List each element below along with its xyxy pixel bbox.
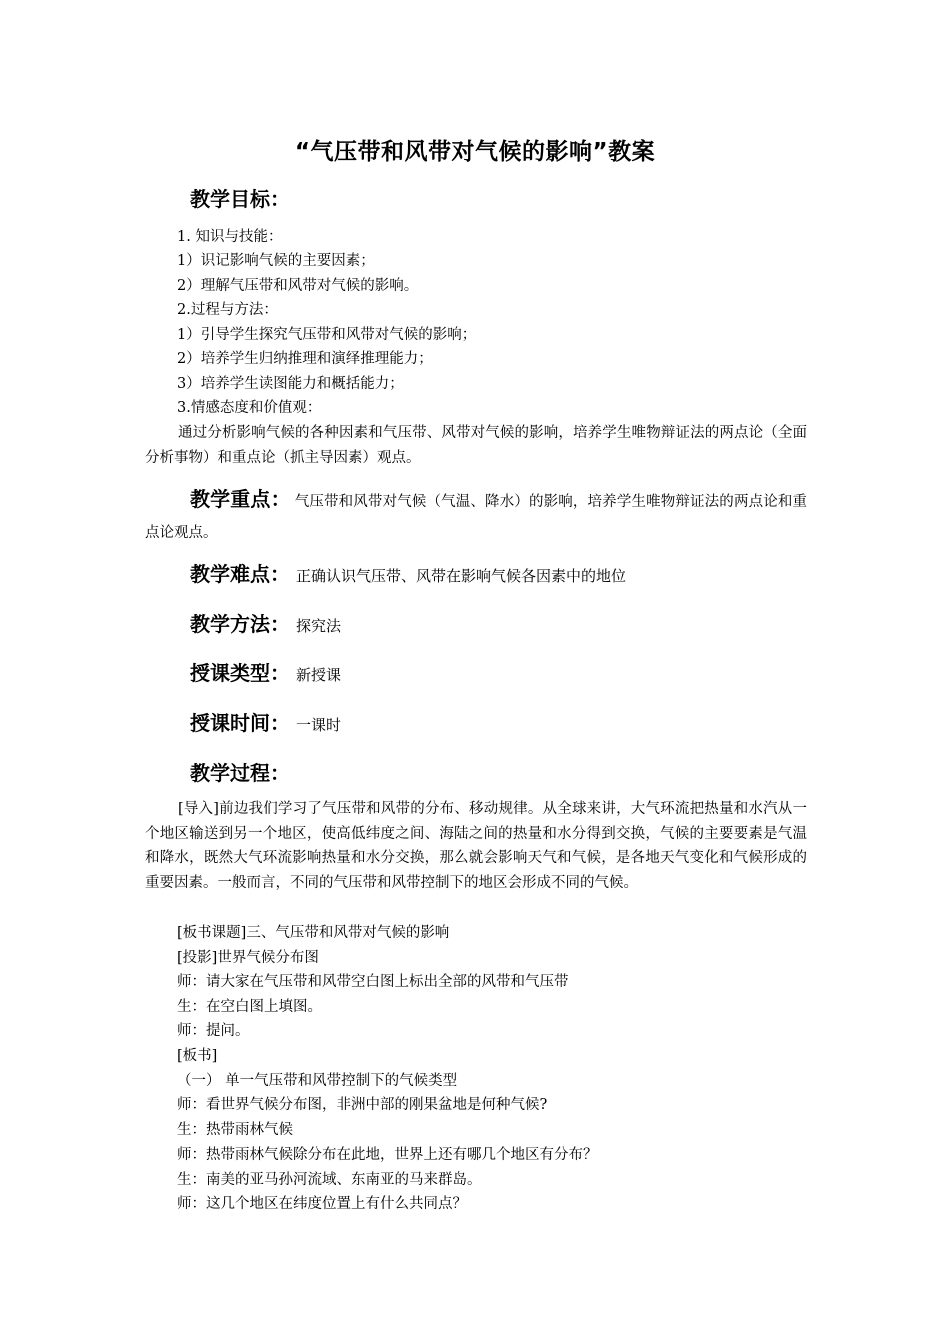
process-line: [板书] — [177, 1048, 218, 1064]
process-line: 师：看世界气候分布图，非洲中部的刚果盆地是何种气候? — [177, 1097, 548, 1113]
objective-line: 1）识记影响气候的主要因素； — [177, 253, 375, 269]
process-line: 师：请大家在气压带和风带空白图上标出全部的风带和气压带 — [177, 974, 569, 990]
process-line: 师：这几个地区在纬度位置上有什么共同点？ — [177, 1196, 467, 1212]
method-text: 探究法 — [296, 617, 342, 635]
lesson-type-section — [190, 659, 341, 689]
method-label: 教学方法： — [190, 612, 290, 636]
process-line: 生：在空白图上填图。 — [177, 999, 322, 1015]
process-intro: [导入]前边我们学习了气压带和风带的分布、移动规律。从全球来讲，大气环流把热量和水汽从一个地区输送到另一个地区，使高低纬度之间、海陆之间的热量和水分得到交换，气候的主要要素是气温和降水，既然大气环流影响热量和水分交换，那么就会影响天气和气候，是各地天气变化和气候形成的重要因素。一般而言，不同的气压带和风带控制下的地区会形成不同的气候。 — [145, 801, 807, 891]
difficulty-label: 教学难点： — [190, 562, 290, 586]
key-point-section — [145, 484, 807, 548]
objectives-heading: 教学目标： — [190, 187, 290, 211]
objective-line: 2.过程与方法： — [177, 302, 278, 318]
lesson-type-text: 新授课 — [296, 666, 342, 684]
process-line: 生：热带雨林气候 — [177, 1122, 293, 1138]
process-line: 生：南美的亚马孙河流域、东南亚的马来群岛。 — [177, 1172, 482, 1188]
objective-line: 1. 知识与技能： — [177, 229, 283, 245]
objective-line: 3）培养学生读图能力和概括能力； — [177, 376, 404, 392]
method-section — [190, 610, 341, 640]
process-heading: 教学过程： — [190, 761, 290, 785]
difficulty-text: 正确认识气压带、风带在影响气候各因素中的地位 — [296, 567, 627, 585]
key-point-text: 气压带和风带对气候（气温、降水）的影响，培养学生唯物辩证法的两点论和重点论观点。 — [145, 494, 808, 541]
objective-line: 1）引导学生探究气压带和风带对气候的影响； — [177, 327, 477, 343]
key-point-label: 教学重点： — [190, 487, 291, 511]
lesson-type-label: 授课类型： — [190, 661, 290, 685]
process-line: 师：提问。 — [177, 1023, 250, 1039]
lesson-time-label: 授课时间： — [190, 711, 290, 735]
process-line: [投影]世界气候分布图 — [177, 950, 319, 966]
lesson-time-section — [190, 709, 341, 739]
document-title: “气压带和风带对气候的影响”教案 — [294, 139, 656, 165]
objective-line: 3.情感态度和价值观： — [177, 400, 322, 416]
process-line: [板书课题]三、气压带和风带对气候的影响 — [177, 925, 450, 941]
objective-line: 2）理解气压带和风带对气候的影响。 — [177, 278, 419, 294]
difficulty-section — [190, 560, 626, 590]
process-line: 师：热带雨林气候除分布在此地，世界上还有哪几个地区有分布？ — [177, 1147, 598, 1163]
objective-line: 2）培养学生归纳推理和演绎推理能力； — [177, 351, 433, 367]
lesson-time-text: 一课时 — [296, 716, 342, 734]
process-line: （一） 单一气压带和风带控制下的气候类型 — [177, 1073, 458, 1089]
objectives-paragraph: 通过分析影响气候的各种因素和气压带、风带对气候的影响，培养学生唯物辩证法的两点论（全面分析事物）和重点论（抓主导因素）观点。 — [145, 425, 807, 466]
